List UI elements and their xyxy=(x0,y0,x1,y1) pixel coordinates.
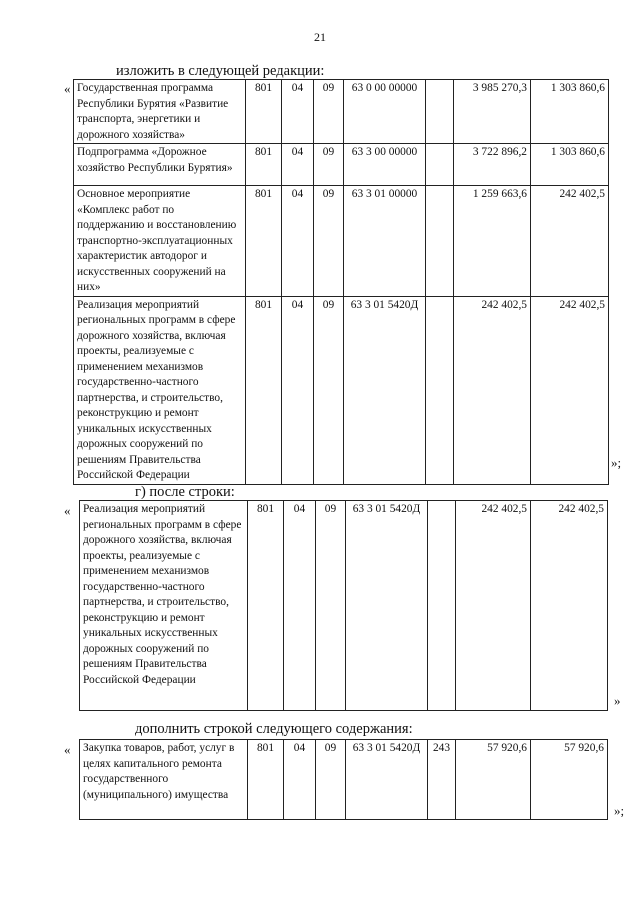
section1-table xyxy=(73,79,609,485)
cell-sum1: 242 402,5 xyxy=(454,296,531,484)
cell-name: Основное мероприятие «Комплекс работ по поддержанию и восстановлению транспортно-эксплуатационных характеристик автодорог и искусственных сооружений на них» xyxy=(74,186,246,297)
cell-csr: 63 0 00 00000 xyxy=(344,80,426,144)
cell-sum2: 1 303 860,6 xyxy=(531,80,609,144)
section1-heading: изложить в следующей редакции: xyxy=(116,63,325,79)
cell-name: Реализация мероприятий региональных программ в сфере дорожного хозяйства, включая проекты, реализуемые с применением механизмов государственно-частного партнерства, и строительство, реконструкцию и ремонт уникальных искусственных дорожных сооружений по решениям Правительства Российской Федерации xyxy=(74,296,246,484)
cell-grbs: 801 xyxy=(246,80,282,144)
cell-pr: 09 xyxy=(314,80,344,144)
cell-grbs: 801 xyxy=(248,501,284,711)
cell-csr: 63 3 01 00000 xyxy=(344,186,426,297)
cell-csr: 63 3 01 5420Д xyxy=(346,501,428,711)
section2-heading: г) после строки: xyxy=(135,484,235,500)
cell-sum2: 57 920,6 xyxy=(531,740,608,820)
cell-name: Подпрограмма «Дорожное хозяйство Республики Бурятия» xyxy=(74,144,246,186)
section3-table xyxy=(79,739,608,820)
cell-vr: 243 xyxy=(428,740,456,820)
cell-rz: 04 xyxy=(284,740,316,820)
cell-pr: 09 xyxy=(314,186,344,297)
section2-table xyxy=(79,500,608,711)
cell-grbs: 801 xyxy=(246,186,282,297)
table-row xyxy=(80,501,608,711)
cell-name: Государственная программа Республики Бурятия «Развитие транспорта, энергетики и дорожного хозяйства» xyxy=(74,80,246,144)
section2-open-quote: « xyxy=(64,503,71,518)
table-row xyxy=(74,144,609,186)
section1-open-quote: « xyxy=(64,81,71,96)
table-row xyxy=(74,80,609,144)
cell-rz: 04 xyxy=(284,501,316,711)
cell-grbs: 801 xyxy=(248,740,284,820)
table-row xyxy=(74,296,609,484)
section3-close-quote: »; xyxy=(614,803,625,818)
cell-sum1: 242 402,5 xyxy=(456,501,531,711)
cell-sum2: 1 303 860,6 xyxy=(531,144,609,186)
cell-pr: 09 xyxy=(314,144,344,186)
cell-pr: 09 xyxy=(314,296,344,484)
cell-rz: 04 xyxy=(282,296,314,484)
cell-sum2: 242 402,5 xyxy=(531,186,609,297)
cell-csr: 63 3 01 5420Д xyxy=(344,296,426,484)
cell-rz: 04 xyxy=(282,186,314,297)
cell-sum2: 242 402,5 xyxy=(531,296,609,484)
cell-vr xyxy=(426,80,454,144)
cell-sum1: 1 259 663,6 xyxy=(454,186,531,297)
cell-sum1: 57 920,6 xyxy=(456,740,531,820)
cell-pr: 09 xyxy=(316,501,346,711)
cell-grbs: 801 xyxy=(246,296,282,484)
cell-csr: 63 3 00 00000 xyxy=(344,144,426,186)
cell-vr xyxy=(426,144,454,186)
cell-rz: 04 xyxy=(282,80,314,144)
table-row xyxy=(74,186,609,297)
cell-sum2: 242 402,5 xyxy=(531,501,608,711)
cell-vr xyxy=(426,186,454,297)
cell-name: Реализация мероприятий региональных программ в сфере дорожного хозяйства, включая проекты, реализуемые с применением механизмов государственно-частного партнерства, и строительство, реконструкцию и ремонт уникальных искусственных дорожных сооружений по решениям Правительства Российской Федерации xyxy=(80,501,248,711)
section3-heading: дополнить строкой следующего содержания: xyxy=(135,721,413,737)
cell-grbs: 801 xyxy=(246,144,282,186)
cell-pr: 09 xyxy=(316,740,346,820)
section1-close-quote: »; xyxy=(611,455,622,470)
section2-close-quote: » xyxy=(614,693,621,708)
cell-sum1: 3 985 270,3 xyxy=(454,80,531,144)
table-row xyxy=(80,740,608,820)
cell-vr xyxy=(426,296,454,484)
cell-rz: 04 xyxy=(282,144,314,186)
cell-csr: 63 3 01 5420Д xyxy=(346,740,428,820)
page-number: 21 xyxy=(314,30,326,44)
section3-open-quote: « xyxy=(64,742,71,757)
cell-name: Закупка товаров, работ, услуг в целях капитального ремонта государственного (муниципального) имущества xyxy=(80,740,248,820)
cell-vr xyxy=(428,501,456,711)
cell-sum1: 3 722 896,2 xyxy=(454,144,531,186)
